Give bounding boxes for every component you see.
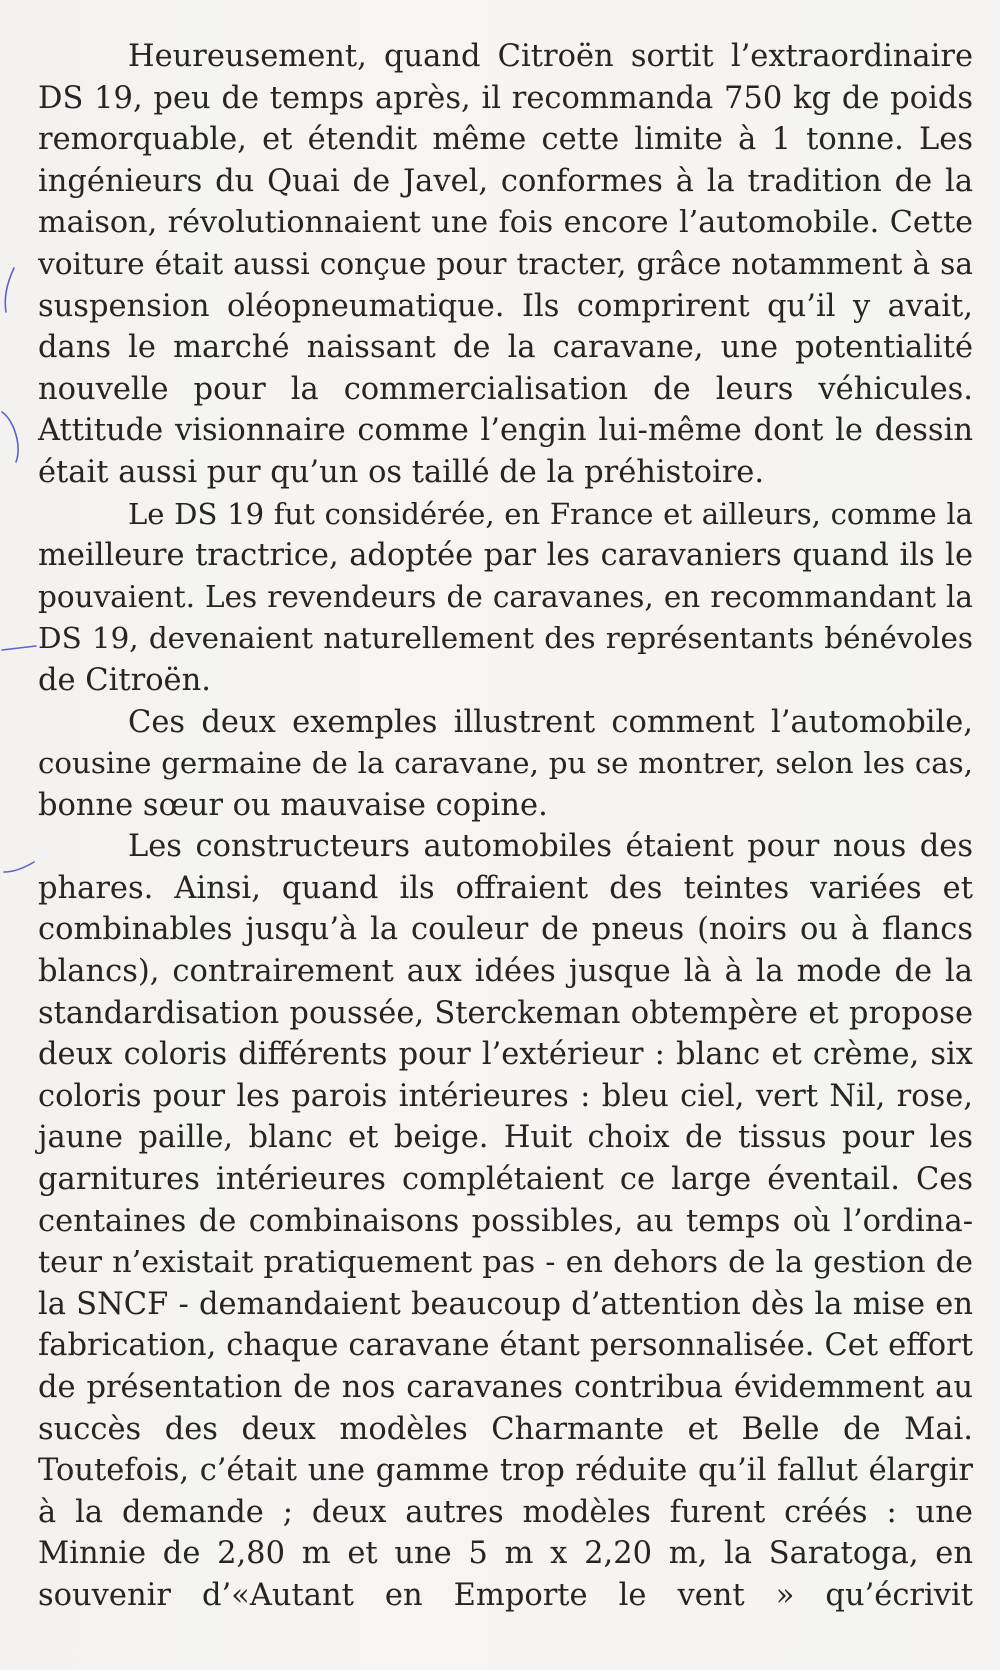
body-text [38, 36, 973, 1617]
text-line: coloris pour les parois intérieures : bleu ciel, vert Nil, rose, [38, 1078, 973, 1114]
text-line: remorquable, et étendit même cette limite à 1 tonne. Les [38, 122, 973, 158]
pen-mark-curve-2 [2, 412, 18, 462]
text-line: ingénieurs du Quai de Javel, conformes à la tradition de la [38, 163, 973, 199]
paragraph-3 [38, 702, 973, 827]
text-line: Le DS 19 fut considérée, en France et ailleurs, comme la [128, 496, 973, 531]
text-line: Heureusement, quand Citroën sortit l’extraordinaire [128, 39, 973, 74]
text-line: cousine germaine de la caravane, pu se montrer, selon les cas, [38, 746, 973, 781]
text-line: DS 19, devenaient naturellement des représentants bénévoles [38, 621, 973, 656]
text-line: bonne sœur ou mauvaise copine. [38, 787, 548, 823]
text-line: Minnie de 2,80 m et une 5 m x 2,20 m, la Saratoga, en [38, 1536, 973, 1572]
text-line: DS 19, peu de temps après, il recommanda 750 kg de poids [38, 80, 973, 116]
text-line: Attitude visionnaire comme l’engin lui-même dont le dessin [38, 413, 973, 449]
pen-mark-line-3 [2, 646, 36, 650]
text-line: succès des deux modèles Charmante et Belle de Mai. [38, 1411, 973, 1447]
paragraph-4 [38, 826, 973, 1616]
text-line: centaines de combinaisons possibles, au temps où l’ordina- [38, 1203, 973, 1239]
text-line: souvenir d’«Autant en Emporte le vent » qu’écrivit [38, 1577, 973, 1613]
paragraph-2 [38, 494, 973, 702]
text-line: Les constructeurs automobiles étaient pour nous des [128, 829, 973, 865]
text-line: maison, révolutionnaient une fois encore l’automobile. Cette [38, 205, 973, 241]
text-line: jaune paille, blanc et beige. Huit choix de tissus pour les [38, 1120, 973, 1156]
text-line: teur n’existait pratiquement pas - en dehors de la gestion de [38, 1245, 973, 1281]
text-line: voiture était aussi conçue pour tracter, grâce notamment à sa [38, 246, 973, 281]
text-line: deux coloris différents pour l’extérieur : blanc et crème, six [38, 1037, 973, 1073]
text-line: dans le marché naissant de la caravane, une potentialité [38, 330, 973, 366]
text-line: fabrication, chaque caravane étant personnalisée. Cet effort [38, 1328, 973, 1364]
text-line: standardisation poussée, Sterckeman obtempère et propose [38, 995, 973, 1031]
text-line: suspension oléopneumatique. Ils comprirent qu’il y avait, [38, 288, 973, 324]
text-line: Toutefois, c’était une gamme trop réduite qu’il fallut élargir [38, 1453, 973, 1489]
text-line: garnitures intérieures complétaient ce large éventail. Ces [38, 1162, 973, 1198]
text-line: la SNCF - demandaient beaucoup d’attention dès la mise en [38, 1286, 973, 1322]
text-line: de présentation de nos caravanes contribua évidemment au [38, 1370, 973, 1405]
text-line: Ces deux exemples illustrent comment l’automobile, [128, 704, 973, 740]
text-line: à la demande ; deux autres modèles furent créés : une [38, 1494, 973, 1530]
text-line: de Citroën. [38, 662, 211, 698]
text-line: phares. Ainsi, quand ils offraient des teintes variées et [38, 870, 973, 906]
text-line: nouvelle pour la commercialisation de leurs véhicules. [38, 371, 973, 407]
pen-mark-curve-1 [5, 268, 14, 312]
text-line: meilleure tractrice, adoptée par les caravaniers quand ils le [38, 538, 973, 574]
paragraph-1 [38, 36, 973, 494]
text-line: blancs), contrairement aux idées jusque là à la mode de la [38, 954, 973, 990]
text-line: combinables jusqu’à la couleur de pneus (noirs ou à flancs [38, 912, 973, 948]
pen-mark-line-4 [4, 862, 34, 872]
text-line: était aussi pur qu’un os taillé de la préhistoire. [38, 454, 765, 490]
text-line: pouvaient. Les revendeurs de caravanes, en recommandant la [38, 579, 973, 614]
